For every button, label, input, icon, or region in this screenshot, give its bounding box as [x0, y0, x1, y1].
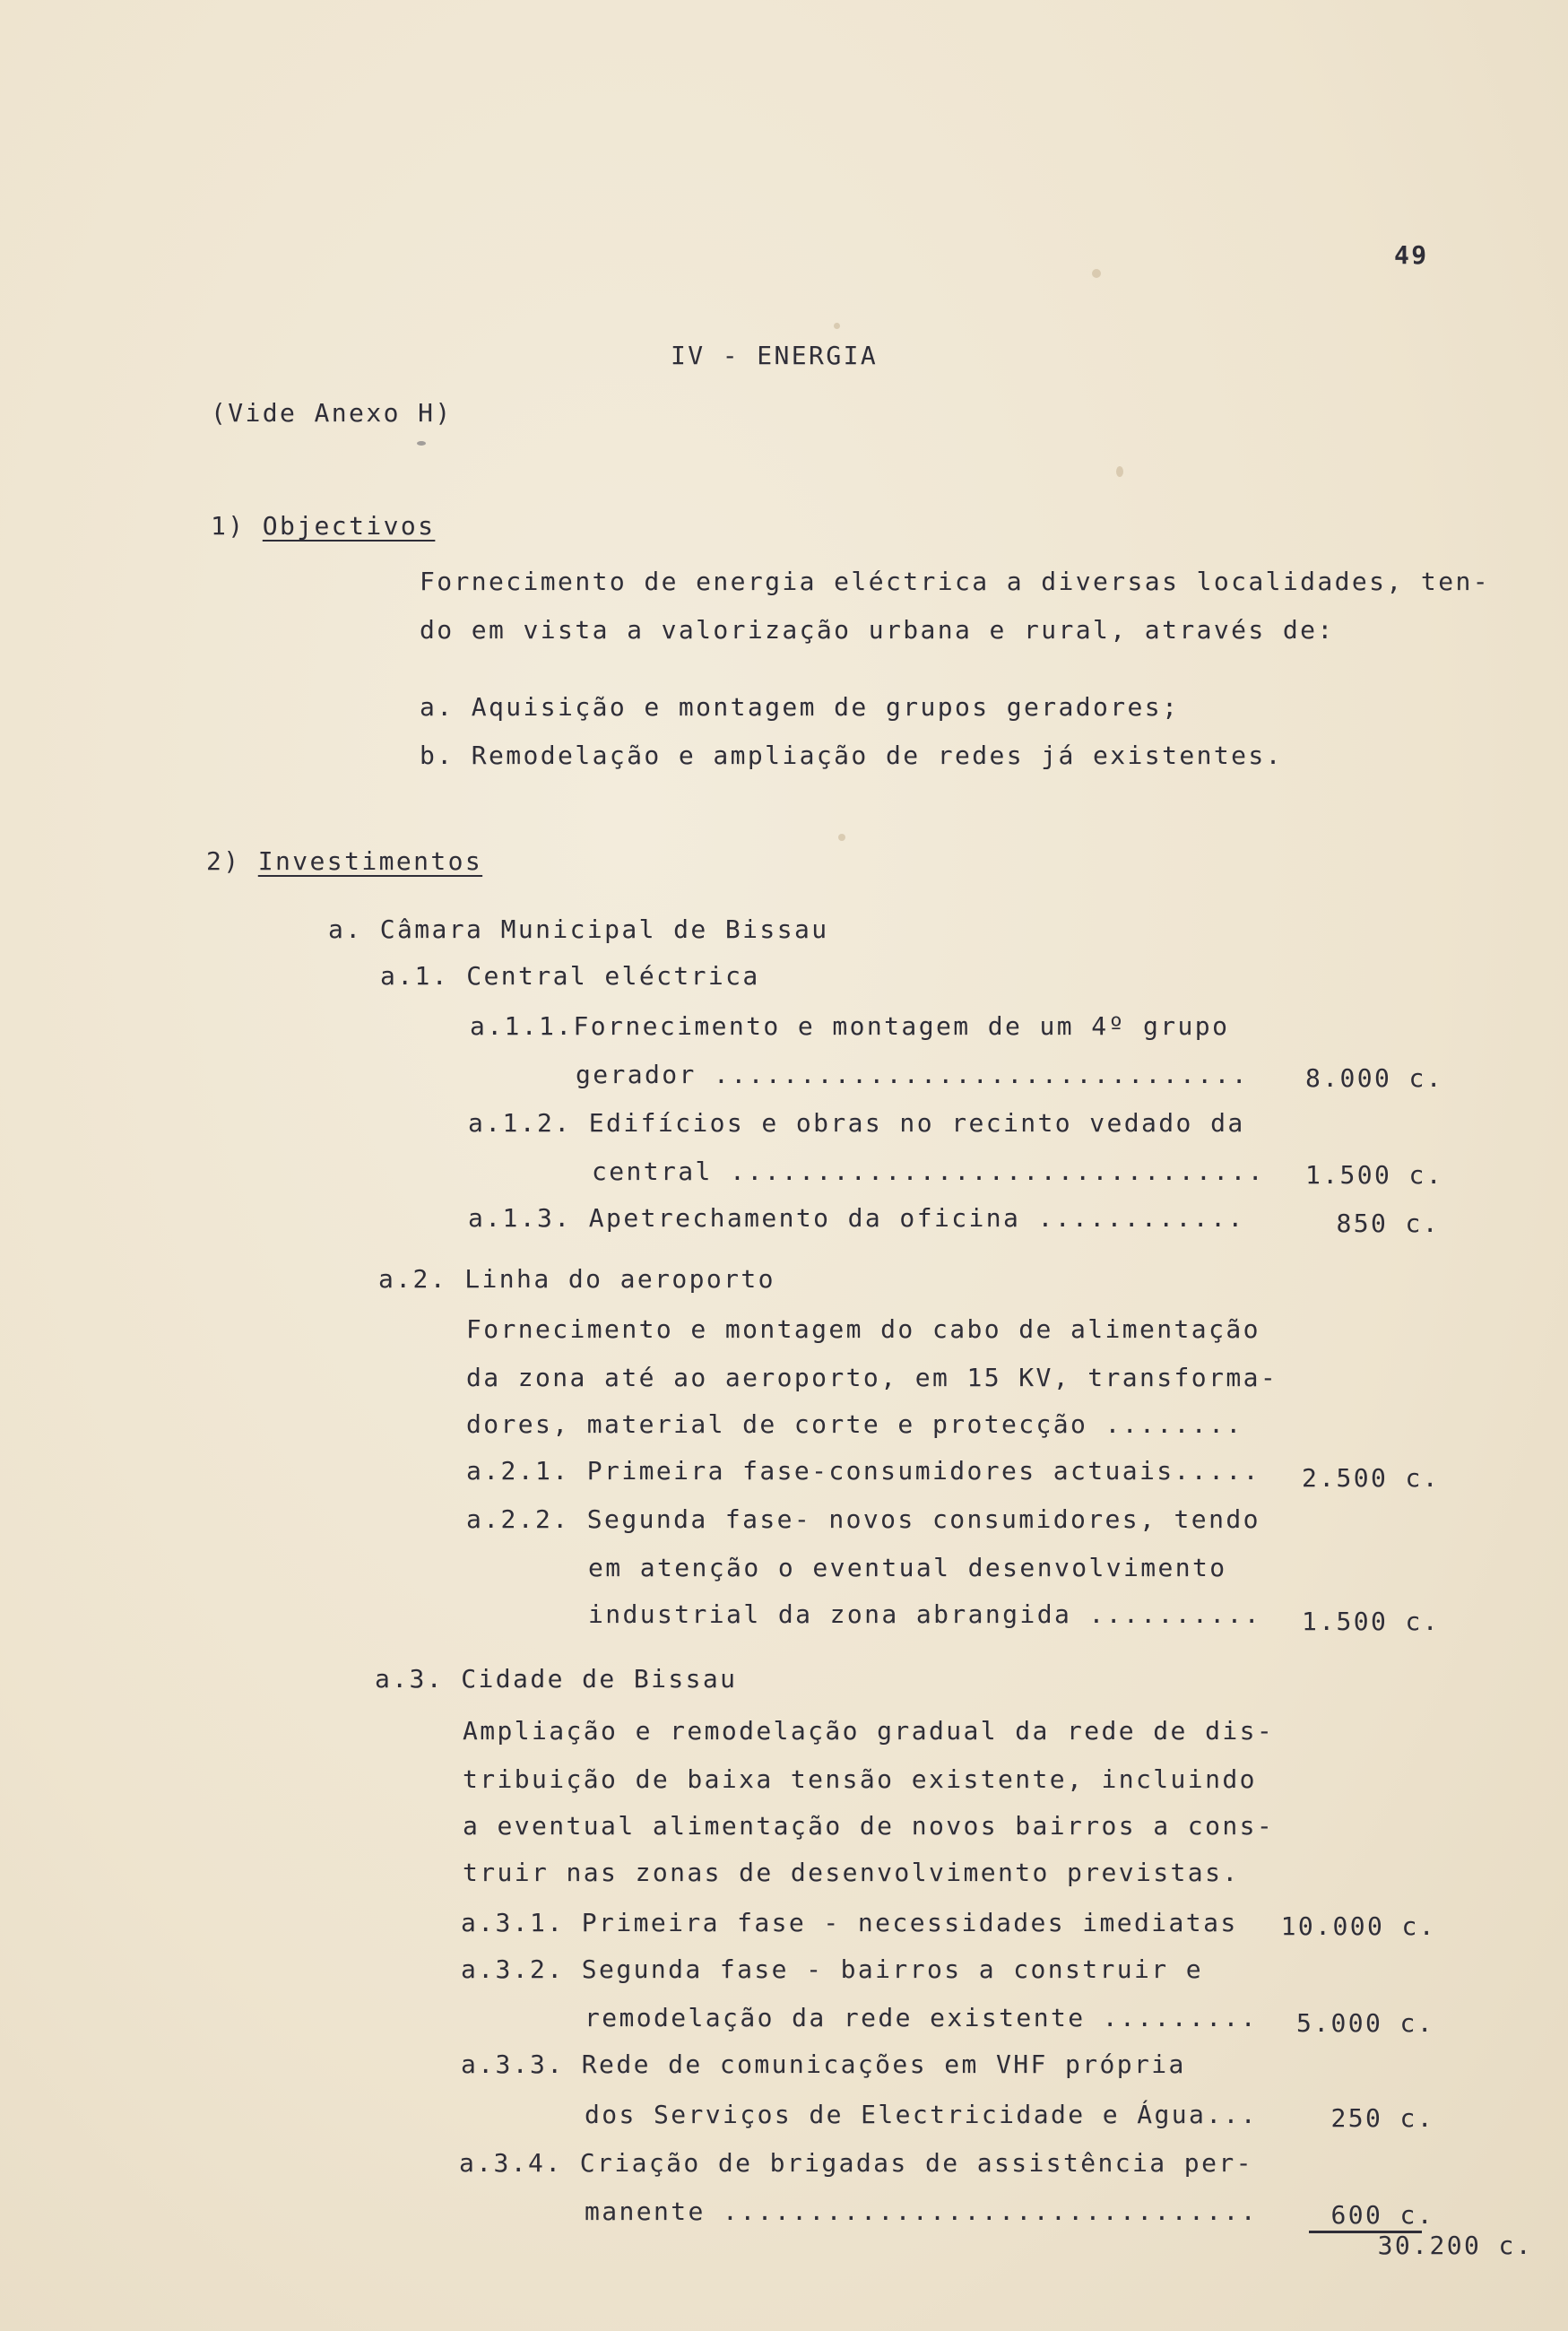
objectives-line-1: Fornecimento de energia eléctrica a diversas localidades, ten-	[420, 567, 1490, 596]
objectives-heading: 1) Objectivos	[211, 511, 436, 541]
item-a2-desc-1: Fornecimento e montagem do cabo de alimentação	[466, 1314, 1260, 1344]
item-a12-line-2: central ...............................	[592, 1157, 1266, 1186]
item-a34-value: 600 c.	[1330, 2200, 1434, 2230]
investments-heading-text: Investimentos	[257, 846, 483, 876]
total-value: 30.200 c.	[1377, 2231, 1533, 2260]
paper-speck	[1092, 269, 1101, 278]
item-a: a. Câmara Municipal de Bissau	[328, 914, 829, 944]
item-a11-value: 8.000 c.	[1304, 1063, 1443, 1093]
page-number: 49	[1394, 240, 1429, 270]
item-a32-value: 5.000 c.	[1295, 2008, 1434, 2038]
item-a13-value: 850 c.	[1336, 1209, 1440, 1238]
item-a2-label: a.2. Linha do aeroporto	[378, 1264, 775, 1294]
item-a12-line-1: a.1.2. Edifícios e obras no recinto vedado da	[468, 1108, 1245, 1138]
item-a32-line-2: remodelação da rede existente .........	[585, 2003, 1259, 2032]
objectives-item-b: b. Remodelação e ampliação de redes já existentes.	[420, 741, 1283, 770]
item-a33-line-2: dos Serviços de Electricidade e Água...	[585, 2100, 1259, 2129]
item-a3-desc-2: tribuição de baixa tensão existente, incluindo	[463, 1764, 1257, 1794]
objectives-item-a: a. Aquisição e montagem de grupos geradores;	[420, 692, 1180, 722]
objectives-heading-text: Objectivos	[262, 511, 436, 541]
item-a2-desc-2: da zona até ao aeroporto, em 15 KV, transforma-	[466, 1363, 1278, 1392]
item-a22-line-1: a.2.2. Segunda fase- novos consumidores, tendo	[466, 1504, 1260, 1534]
item-a22-line-2: em atenção o eventual desenvolvimento	[588, 1553, 1227, 1582]
paper-speck	[1116, 466, 1123, 477]
item-a21-value: 2.500 c.	[1301, 1463, 1440, 1493]
item-a11-line-1: a.1.1.Fornecimento e montagem de um 4º grupo	[470, 1011, 1230, 1041]
annex-reference: (Vide Anexo H)	[211, 398, 453, 428]
investments-heading: 2) Investimentos	[206, 846, 483, 876]
section-title: IV - ENERGIA	[671, 341, 879, 370]
item-a3-desc-4: truir nas zonas de desenvolvimento previstas.	[463, 1858, 1240, 1887]
item-a22-line-3: industrial da zona abrangida ..........	[588, 1599, 1262, 1629]
item-a3-desc-3: a eventual alimentação de novos bairros a cons-	[463, 1811, 1275, 1841]
item-a1-label: a.1. Central eléctrica	[380, 961, 760, 991]
item-a31-value: 10.000 c.	[1280, 1911, 1436, 1941]
item-a32-line-1: a.3.2. Segunda fase - bairros a construir e	[461, 1954, 1204, 1984]
item-a34-line-2: manente ...............................	[585, 2197, 1259, 2226]
paper-speck	[834, 323, 840, 329]
item-a11-line-2: gerador ...............................	[576, 1060, 1250, 1089]
item-a33-value: 250 c.	[1330, 2103, 1434, 2133]
objectives-line-2: do em vista a valorização urbana e rural, através de:	[420, 615, 1335, 645]
item-a33-line-1: a.3.3. Rede de comunicações em VHF própria	[461, 2049, 1186, 2079]
item-a21-line: a.2.1. Primeira fase-consumidores actuais.....	[466, 1456, 1260, 1486]
item-a22-value: 1.500 c.	[1301, 1607, 1440, 1636]
item-a12-value: 1.500 c.	[1304, 1160, 1443, 1190]
item-a3-label: a.3. Cidade de Bissau	[375, 1664, 738, 1694]
item-a13-line-1: a.1.3. Apetrechamento da oficina ............	[468, 1203, 1245, 1233]
item-a3-desc-1: Ampliação e remodelação gradual da rede de dis-	[463, 1716, 1275, 1746]
paper-speck	[838, 834, 845, 841]
paper-speck	[417, 441, 426, 446]
item-a31-line: a.3.1. Primeira fase - necessidades imediatas	[461, 1908, 1238, 1937]
item-a34-line-1: a.3.4. Criação de brigadas de assistência per-	[459, 2148, 1253, 2178]
item-a2-desc-3: dores, material de corte e protecção ........	[466, 1409, 1243, 1439]
